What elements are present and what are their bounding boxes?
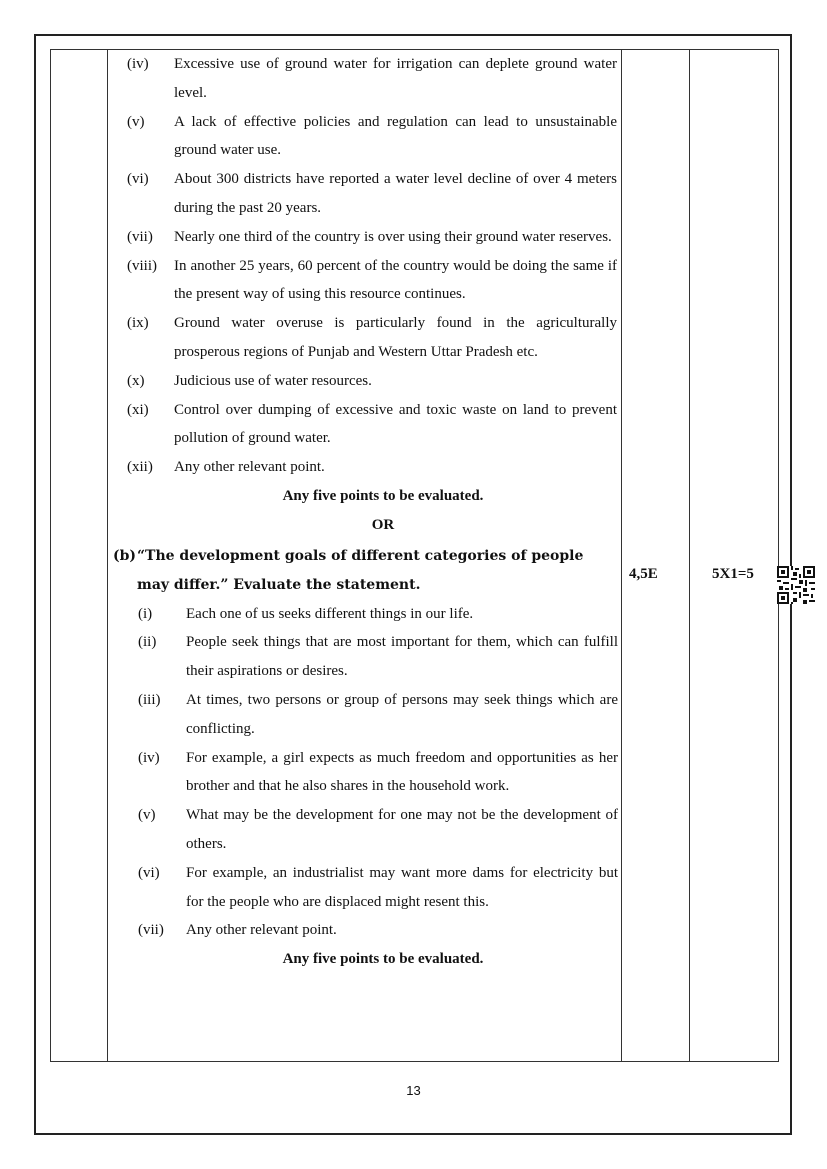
list-item-number: (ix) bbox=[127, 315, 149, 332]
list-item bbox=[108, 309, 621, 367]
qr-code-icon bbox=[777, 566, 815, 604]
list-item bbox=[108, 108, 621, 166]
list-item-text: What may be the development for one may not be the development of others. bbox=[186, 807, 618, 852]
page-number: 13 bbox=[406, 1083, 421, 1098]
list-item-text: Any other relevant point. bbox=[174, 459, 325, 476]
list-item-number: (xii) bbox=[127, 459, 153, 476]
list-item-text: Ground water overuse is particularly found in the agriculturally prosperous regions of Punjab and Western Uttar Pradesh etc. bbox=[174, 315, 617, 360]
list-item bbox=[108, 686, 621, 744]
list-item-text: Excessive use of ground water for irrigation can deplete ground water level. bbox=[174, 56, 617, 101]
list-item bbox=[108, 600, 621, 629]
list-item-number: (v) bbox=[127, 113, 145, 130]
answer-table bbox=[50, 49, 779, 1062]
part-b-question-text bbox=[137, 542, 607, 600]
column-divider bbox=[621, 50, 622, 1061]
list-item bbox=[108, 744, 621, 802]
list-item bbox=[108, 367, 621, 396]
list-item-text: A lack of effective policies and regulation can lead to unsustainable ground water use. bbox=[174, 113, 617, 159]
list-item-text: In another 25 years, 60 percent of the country would be doing the same if the present way of using this resource continues. bbox=[174, 257, 617, 303]
list-item-number: (xi) bbox=[127, 401, 149, 418]
list-item-text: Judicious use of water resources. bbox=[174, 372, 372, 389]
list-item-number: (vii) bbox=[138, 922, 164, 939]
column-divider bbox=[689, 50, 690, 1061]
or-label: OR bbox=[371, 516, 395, 533]
list-item-text: For example, an industrialist may want more dams for electricity but for the people who are displaced might resent this. bbox=[186, 864, 618, 910]
list-item-number: (vii) bbox=[127, 228, 153, 245]
list-item bbox=[108, 252, 621, 310]
list-item-number: (vi) bbox=[138, 864, 160, 881]
part-b-note: Any five points to be evaluated. bbox=[282, 951, 484, 968]
part-b-label: (b) bbox=[113, 547, 137, 564]
list-item bbox=[108, 223, 621, 252]
list-item-text: Any other relevant point. bbox=[186, 922, 337, 939]
list-item-text: People seek things that are most important for them, which can fulfill their aspirations or desires. bbox=[186, 634, 618, 680]
list-item-number: (vi) bbox=[127, 171, 149, 188]
list-item-number: (iv) bbox=[138, 749, 160, 766]
list-item-text: For example, a girl expects as much freedom and opportunities as her brother and that he also shares in the household work. bbox=[186, 749, 618, 795]
list-item bbox=[108, 165, 621, 223]
list-item bbox=[108, 453, 621, 482]
list-item-text: Nearly one third of the country is over using their ground water reserves. bbox=[174, 228, 612, 245]
list-item-number: (x) bbox=[127, 372, 145, 389]
list-item-text: About 300 districts have reported a water level decline of over 4 meters during the past 20 years. bbox=[174, 171, 617, 216]
score-value: 5X1=5 bbox=[712, 566, 754, 582]
list-item-number: (v) bbox=[138, 807, 156, 824]
list-item bbox=[108, 396, 621, 454]
part-b-question-bold: “The development goals of different categories of people may differ.” Evaluate the statement. bbox=[137, 547, 584, 593]
list-item bbox=[108, 801, 621, 859]
list-item-number: (iii) bbox=[138, 691, 161, 708]
list-item-text: Control over dumping of excessive and toxic waste on land to prevent pollution of ground water. bbox=[174, 401, 617, 447]
list-item-text: At times, two persons or group of persons may seek things which are conflicting. bbox=[186, 691, 618, 737]
list-item bbox=[108, 628, 621, 686]
list-item-number: (iv) bbox=[127, 56, 149, 72]
answer-content bbox=[108, 50, 621, 974]
part-b-list bbox=[108, 600, 621, 946]
list-item bbox=[108, 859, 621, 917]
list-item bbox=[108, 50, 621, 108]
list-item bbox=[108, 916, 621, 945]
list-item-text: Each one of us seeks different things in our life. bbox=[186, 605, 474, 622]
part-a-list bbox=[108, 50, 621, 482]
marks-reference: 4,5E bbox=[629, 566, 658, 582]
part-a-note: Any five points to be evaluated. bbox=[282, 487, 484, 504]
list-item-number: (i) bbox=[138, 605, 153, 622]
part-b-question bbox=[108, 542, 621, 600]
list-item-number: (ii) bbox=[138, 634, 157, 651]
list-item-number: (viii) bbox=[127, 257, 157, 274]
